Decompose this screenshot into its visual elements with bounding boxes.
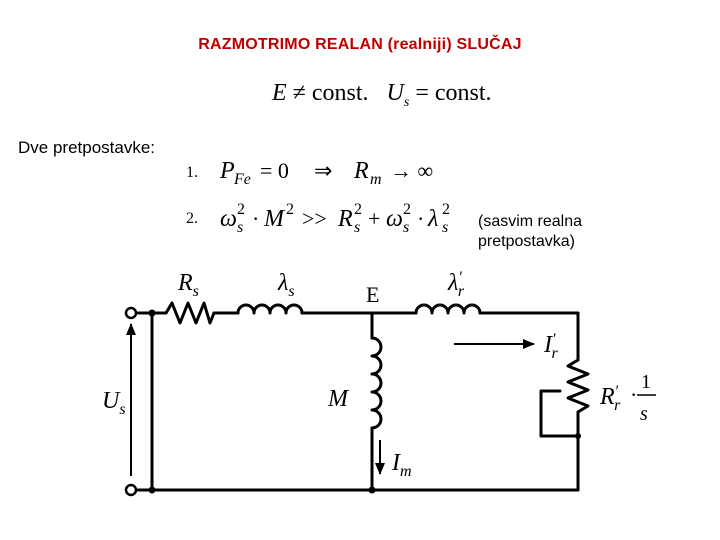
svg-text:→ ∞: → ∞ <box>390 158 434 183</box>
label-lambda-s: $\lambda_s$ <box>278 270 295 300</box>
slide-title: RAZMOTRIMO REALAN (realniji) SLUČAJ <box>198 36 522 53</box>
svg-text:2: 2 <box>354 201 362 218</box>
inductor-lambda-s <box>238 305 302 313</box>
svg-text:⇒: ⇒ <box>314 158 333 183</box>
inductor-lambda-r <box>416 305 480 313</box>
svg-text:R: R <box>338 206 353 232</box>
terminal-top <box>126 308 136 318</box>
label-ir: I′ r <box>544 331 558 362</box>
note-line-2: pretpostavka) <box>478 233 575 250</box>
resistor-rs <box>166 303 214 323</box>
node-dot-top <box>149 310 156 317</box>
assumption-2-number: 2. <box>186 210 198 227</box>
eq-equals: = <box>415 80 429 106</box>
label-rr: R′ r <box>600 383 621 414</box>
svg-text:2: 2 <box>237 201 245 218</box>
svg-text:λ: λ <box>428 206 439 232</box>
svg-text:2: 2 <box>442 201 450 218</box>
assumption-1-number: 1. <box>186 164 198 181</box>
svg-text:s: s <box>442 219 449 236</box>
svg-text:M: M <box>264 206 284 232</box>
label-rr-den: s <box>640 403 648 425</box>
label-rr-num: 1 <box>641 371 651 393</box>
inductor-m <box>372 338 381 428</box>
svg-text:2: 2 <box>403 201 411 218</box>
eq-U: U <box>386 80 404 106</box>
svg-text:+: + <box>368 206 381 231</box>
eq-const1: const. <box>311 80 369 106</box>
svg-text:R: R <box>354 158 369 184</box>
eq-E: E <box>272 80 287 106</box>
label-e: E <box>366 282 380 307</box>
svg-text:= 0: = 0 <box>260 158 289 183</box>
svg-text:s: s <box>403 219 410 236</box>
label-rs: $R_s$ <box>178 270 199 300</box>
label-rr-dot: · <box>630 382 638 407</box>
eq-const2: const. <box>434 80 492 106</box>
eq-U-sub: s <box>403 94 410 110</box>
svg-text:s: s <box>237 219 244 236</box>
node-dot-tap <box>575 433 581 439</box>
svg-text:ω: ω <box>386 206 403 232</box>
svg-text:P: P <box>220 158 235 184</box>
node-dot-bottom <box>149 487 156 494</box>
assumptions-label: Dve pretpostavke: <box>18 138 156 157</box>
svg-text:·: · <box>252 206 260 231</box>
svg-text:·: · <box>417 206 425 231</box>
node-dot-m-bottom <box>369 487 376 494</box>
label-us: $U_s$ <box>102 388 126 418</box>
svg-text:s: s <box>354 219 361 236</box>
resistor-rr <box>568 360 588 412</box>
label-lambda-r: λ′ r <box>448 269 465 300</box>
eq-neq: ≠ <box>292 80 306 106</box>
svg-text:ω: ω <box>220 206 237 232</box>
terminal-bottom <box>126 485 136 495</box>
label-im: $I_m$ <box>392 450 412 480</box>
svg-text:2: 2 <box>286 201 294 218</box>
label-m: M <box>328 386 348 412</box>
svg-text:>>: >> <box>302 206 327 231</box>
note-line-1: (sasvim realna <box>478 213 583 230</box>
svg-text:Fe: Fe <box>234 171 251 188</box>
svg-text:m: m <box>370 171 382 188</box>
